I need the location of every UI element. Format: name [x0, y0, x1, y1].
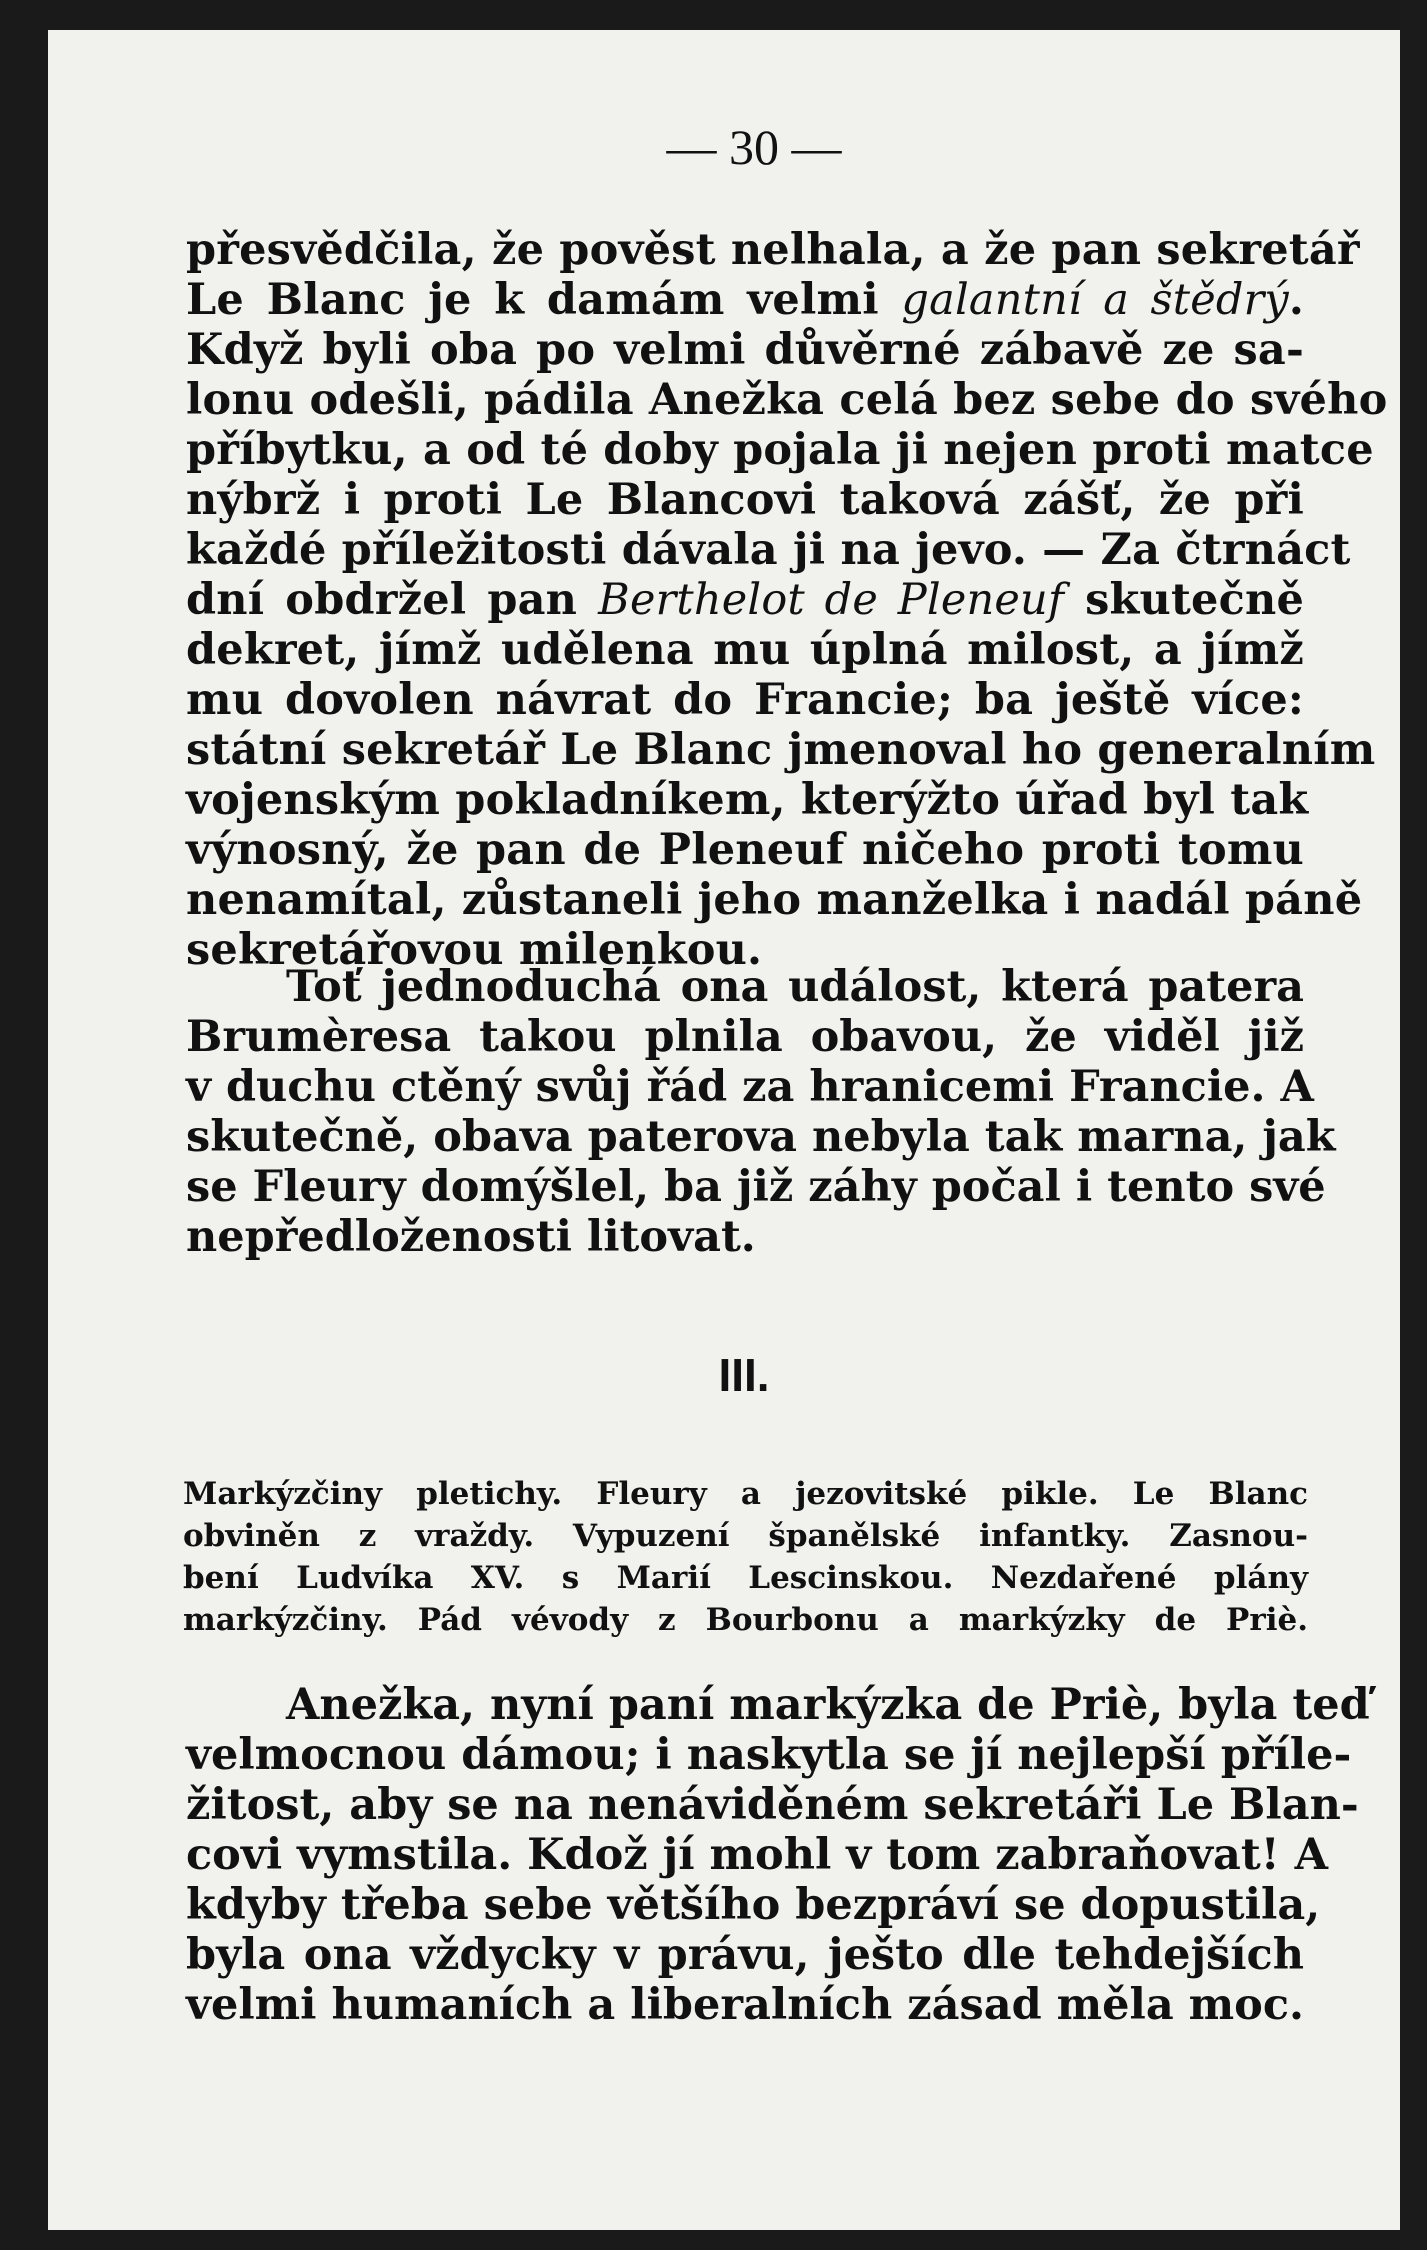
text-line: se Fleury domýšlel, ba již záhy počal i tento své: [186, 1162, 1326, 1212]
text-line: nýbrž i proti Le Blancovi taková zášť, že při: [186, 475, 1304, 525]
text-line: kdyby třeba sebe většího bezpráví se dopustila,: [186, 1880, 1321, 1930]
chapter-heading: III.: [718, 1349, 770, 1401]
summary-line: Markýzčiny pletichy. Fleury a jezovitské pikle. Le Blanc: [183, 1476, 1308, 1512]
chapter-summary: [183, 1473, 1308, 1641]
text-line: dekret, jímž udělena mu úplná milost, a jímž: [186, 625, 1304, 675]
paragraph-2: [186, 962, 1336, 1262]
text-line: mu dovolen návrat do Francie; ba ještě více:: [186, 675, 1304, 725]
summary-line: bení Ludvíka XV. s Marií Lescinskou. Nezdařené plány: [183, 1560, 1308, 1596]
text-line: nepředloženosti litovat.: [186, 1212, 756, 1262]
text-line: žitost, aby se na nenáviděném sekretáři Le Blan-: [186, 1780, 1359, 1830]
text-line: Le Blanc je k damám velmi galantní a štědrý.: [186, 275, 1304, 325]
page-number: — 30 —: [666, 119, 842, 175]
text-line: velmocnou dámou; i naskytla se jí nejlepší příle-: [186, 1730, 1352, 1780]
text-line: státní sekretář Le Blanc jmenoval ho generalním: [186, 725, 1376, 775]
text-line: vojenským pokladníkem, kterýžto úřad byl tak: [186, 775, 1309, 825]
text-line: výnosný, že pan de Pleneuf ničeho proti tomu: [186, 825, 1304, 875]
text-line: covi vymstila. Kdož jí mohl v tom zabraňovat! A: [186, 1830, 1328, 1880]
text-line: Když byli oba po velmi důvěrné zábavě ze sa-: [186, 325, 1304, 375]
text-line: přesvědčila, že pověst nelhala, a že pan sekretář: [186, 225, 1360, 275]
book-page: [48, 30, 1400, 2230]
text-line: lonu odešli, pádila Anežka celá bez sebe do svého: [186, 375, 1388, 425]
text-line: v duchu ctěný svůj řád za hranicemi Francie. A: [186, 1062, 1314, 1112]
summary-line: obviněn z vraždy. Vypuzení španělské infantky. Zasnou-: [183, 1518, 1308, 1554]
summary-line: markýzčiny. Pád vévody z Bourbonu a markýzky de Priè.: [183, 1602, 1308, 1638]
text-line: byla ona vždycky v právu, ješto dle tehdejších: [186, 1930, 1304, 1980]
text-line: velmi humaních a liberalních zásad měla moc.: [186, 1980, 1304, 2030]
text-line: Anežka, nyní paní markýzka de Priè, byla teď: [286, 1680, 1370, 1730]
text-line: sekretářovou milenkou.: [186, 925, 763, 975]
text-line: skutečně, obava paterova nebyla tak marna, jak: [186, 1112, 1336, 1162]
text-line: Toť jednoduchá ona událost, která patera: [286, 962, 1304, 1012]
text-line: nenamítal, zůstaneli jeho manželka i nadál páně: [186, 875, 1363, 925]
paragraph-3: [186, 1680, 1370, 2030]
text-line: dní obdržel pan Berthelot de Pleneuf skutečně: [186, 575, 1304, 625]
text-line: Brumèresa takou plnila obavou, že viděl již: [186, 1012, 1304, 1062]
paragraph-1: [186, 225, 1388, 975]
italic-phrase: galantní a štědrý: [901, 275, 1289, 325]
page-edge-shadow: [1400, 0, 1427, 2250]
text-line: každé příležitosti dávala ji na jevo. — Za čtrnáct: [186, 525, 1351, 575]
italic-phrase: Berthelot de Pleneuf: [598, 575, 1065, 625]
text-line: příbytku, a od té doby pojala ji nejen proti matce: [186, 425, 1374, 475]
